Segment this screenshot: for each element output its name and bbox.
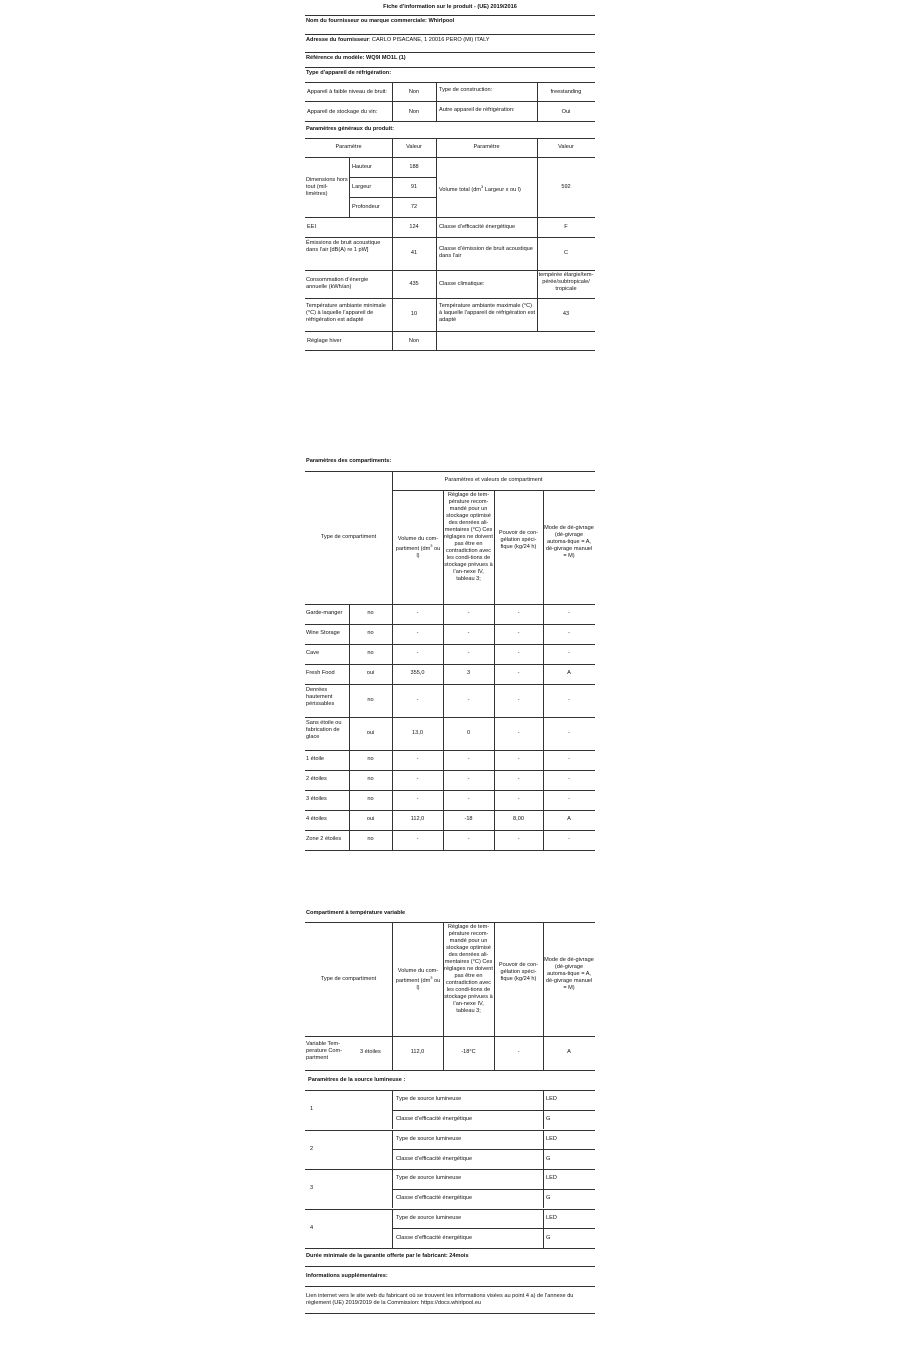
light-class-label: Classe d’efficacité énergétique [396,1155,473,1162]
compartment-freezing: - [517,610,520,616]
compartment-name: Wine Storage [306,630,340,636]
table-row-divider [305,644,595,645]
compartment-present: oui [366,816,375,822]
table-row-divider [305,810,595,811]
energy-class-label: Classe d’efficacité énergétique [439,224,516,230]
compartment-freezing: - [517,756,520,762]
depth-label: Profondeur [352,204,380,210]
table-row-divider [392,1149,595,1150]
noise-class-value: C [563,250,569,256]
table-col-divider [392,1169,393,1208]
dimensions-label: Dimensions hors tout (mil-limètres) [306,177,348,197]
compartment-name: Zone 2 étoiles [306,836,342,842]
table-row-divider [305,1209,595,1210]
compartment-present: no [367,610,374,616]
compartment-name: Garde-manger [306,610,343,616]
energy-class-value: F [564,224,568,230]
annual-consumption-label: Consommation d’énergie annuelle (kWh/an) [306,277,369,290]
compartment-freezing: - [517,696,520,703]
divider [305,67,595,68]
other-appliance-label: Autre appareil de réfrigération: [439,107,515,113]
col-parameter-header: Paramètre [473,144,500,150]
warranty-text: Durée minimale de la garantie offerte par le fabricant: 24mois [306,1253,469,1259]
compartment-volume: - [416,610,419,616]
compartment-freezing: - [517,670,520,676]
compartment-temp: - [467,696,470,703]
supplier-name: Nom du fournisseur ou marque commerciale: Whirlpool [306,18,455,24]
table-row-divider [305,790,595,791]
compartment-temp: -18 [464,816,473,822]
table-row-divider [392,1228,595,1229]
compartment-temp: - [467,630,470,636]
compartment-temp: - [467,796,470,802]
max-temp-label: Température ambiante maximale (°C) à laquelle l’appareil de réfrigération est adapté [439,303,536,323]
compartment-freezing: - [517,796,520,802]
compartment-temp: 3 [466,670,471,676]
compartment-name: 1 étoile [306,756,325,762]
compartment-freezing: 8,00 [513,816,524,822]
table-col-divider [392,1209,393,1248]
compartment-present: no [367,630,374,636]
width-label: Largeur [352,184,372,190]
compartment-type-header: Type de compartiment [320,534,377,540]
variable-row-name: Variable Tem-perature Com-partment [306,1041,343,1061]
light-type-value: LED [546,1214,557,1221]
light-type-label: Type de source lumineuse [396,1214,462,1221]
noise-emission-value: 41 [410,250,418,256]
variable-type-header: Type de compartiment [320,976,377,982]
variable-row-volume: 112,0 [410,1049,425,1055]
compartment-name: 2 étoiles [306,776,327,782]
light-class-value: G [546,1155,551,1162]
compartment-defrost: A [567,816,571,822]
variable-volume-header: Volume du com-partiment ($dm^3$ ou l) [395,968,441,991]
compartment-temp-header: Réglage de tem-pérature recom-mandé pour un stockage optimisé des denrées ali-mentaires (°C) Ces réglages ne doivent pas être en contradiction avec les condi-tions de stockage prévues à l’an-nexe IV, tableau 3; [444,492,493,582]
compartment-defrost: - [568,836,570,842]
compartment-freezing: - [517,776,520,782]
noise-class-label: Classe d’émission de bruit acoustique dans l’air [439,246,533,259]
construction-label: Type de construction: [439,87,493,93]
compartment-name: Sans étoile ou fabrication de glace [306,720,342,740]
variable-freezing-header: Pouvoir de con-gélation spéci-fique (kg/24 h) [498,962,539,982]
compartment-defrost-header: Mode de dé-givrage (dé-givrage automa-tique = A, dé-givrage manuel = M) [544,525,594,559]
height-label: Hauteur [352,164,372,170]
winter-setting-value: Non [408,338,420,344]
col-value-header: Valeur [558,144,574,150]
compartment-params-group-header: Paramètres et valeurs de compartiment [444,477,543,483]
appliance-type-heading: Type d’appareil de réfrigération: [306,70,392,76]
variable-row-defrost: A [567,1049,571,1055]
compartments-heading: Paramètres des compartiments: [306,458,392,464]
table-row-divider [392,1189,595,1190]
compartment-volume: 355,0 [410,670,425,676]
width-value: 91 [410,184,418,190]
total-volume-label: Volume total ($dm^3$ Largeur x ou l) [439,184,521,193]
noise-emission-label: Émissions de bruit acoustique dans l’air [dB(A) re 1 pW] [306,240,381,253]
variable-row-stars: 3 étoiles [360,1049,381,1055]
light-type-value: LED [546,1096,557,1102]
table-row-divider [305,717,595,718]
compartment-name: Cave [306,650,320,656]
document-title: Fiche d’information sur le produit - (UE) 2019/2016 [383,4,517,10]
construction-value: freestanding [550,89,582,95]
compartment-present: no [367,836,374,842]
table-row-divider [305,1090,595,1091]
wine-storage-label: Appareil de stockage du vin: [307,109,378,115]
table-col-divider [543,1090,544,1129]
light-class-label: Classe d’efficacité énergétique [396,1234,473,1241]
compartment-temp: - [467,776,470,782]
table-row-divider [305,1130,595,1131]
table-row-divider [305,664,595,665]
compartment-present: no [367,776,374,782]
min-temp-value: 10 [410,311,418,317]
compartment-volume: - [416,836,419,842]
min-temp-label: Température ambiante minimale (°C) à laquelle l’appareil de réfrigération est adapté [306,303,386,323]
table-col-divider [392,1090,393,1129]
compartment-temp: 0 [466,729,471,736]
divider [305,52,595,53]
compartment-volume: - [416,776,419,782]
light-source-id: 4 [310,1224,314,1231]
compartment-defrost: - [568,776,570,782]
compartment-temp: - [467,756,470,762]
compartment-freezing: - [517,630,520,636]
table-col-divider [392,1130,393,1169]
light-type-value: LED [546,1135,557,1142]
light-source-heading: Paramètres de la source lumineuse : [308,1077,406,1083]
table-row-divider [305,830,595,831]
general-params-heading: Paramètres généraux du produit: [306,126,394,132]
manufacturer-link-text: Lien internet vers le site web du fabricant où se trouvent les informations visées au point 4 a) de l’annexe du règlement (UE) 2019/2019 de la Commission: https://docs.whirlpool.eu [306,1293,574,1306]
climate-class-value: tempérée élargie/tem-pérée/subtropicale/ tropicale [538,272,594,292]
compartment-temp: - [467,610,470,616]
supplier-address [306,37,490,44]
compartment-volume: - [416,630,419,636]
compartment-volume: - [416,696,419,703]
compartment-defrost: - [568,796,570,802]
other-appliance-value: Oui [561,109,571,115]
light-type-value: LED [546,1175,557,1181]
compartment-defrost: - [568,650,570,656]
compartment-temp: - [467,836,470,842]
compartment-name: 4 étoiles [306,816,327,822]
compartment-volume: - [416,650,419,656]
compartment-name: Denrées hautement périssables [306,687,335,707]
compartment-name: 3 étoiles [306,796,327,802]
wine-storage-value: Non [408,109,420,115]
depth-value: 72 [410,204,418,210]
light-type-label: Type de source lumineuse [396,1135,462,1142]
light-type-label: Type de source lumineuse [396,1096,462,1102]
table-col-divider [543,1169,544,1208]
address-value: : CARLO PISACANE, 1 20016 PERO (MI) ITALY [368,37,490,43]
compartment-temp: - [467,650,470,656]
light-source-id: 2 [310,1145,314,1152]
variable-temp-header: Réglage de tem-pérature recom-mandé pour un stockage optimisé des denrées ali-mentaires (°C) Ces réglages ne doivent pas être en contradiction avec les condi-tions de stockage prévues à l’an-nexe IV, tableau 3; [444,924,493,1014]
table-row-divider [305,1169,595,1170]
light-class-label: Classe d’efficacité énergétique [396,1116,473,1122]
compartment-present: no [367,650,374,656]
compartment-defrost: A [567,670,571,676]
table-row-divider [305,850,595,851]
col-value-header: Valeur [406,144,422,150]
divider [305,15,595,16]
table-col-divider [543,1209,544,1248]
variable-row-freezing: - [517,1049,520,1055]
compartment-present: oui [366,729,375,736]
compartment-name: Fresh Food [306,670,335,676]
light-class-value: G [546,1234,551,1241]
compartment-volume: 112,0 [410,816,425,822]
table-row-divider [305,750,595,751]
low-noise-value: Non [408,89,420,95]
table-row-divider [392,1110,595,1111]
divider [305,34,595,35]
compartment-defrost: - [568,630,570,636]
climate-class-label: Classe climatique: [439,281,485,287]
max-temp-value: 43 [562,311,570,317]
compartment-volume: 13,0 [412,729,423,736]
compartment-present: oui [366,670,375,676]
light-source-id: 3 [310,1185,314,1191]
eei-label: EEI [307,224,317,230]
light-class-label: Classe d’efficacité énergétique [396,1195,473,1201]
compartment-defrost: - [568,756,570,762]
eei-value: 124 [409,224,419,230]
annual-consumption-value: 435 [409,281,419,287]
compartment-present: no [367,796,374,802]
additional-info-heading: Informations supplémentaires: [306,1273,388,1279]
light-class-value: G [546,1195,551,1201]
variable-compartment-heading: Compartiment à température variable [306,910,406,916]
compartment-volume-header: Volume du com-partiment ($dm^3$ ou l) [395,536,441,559]
winter-setting-label: Réglage hiver [307,338,342,344]
table-row-divider [305,1248,595,1249]
compartment-freezing: - [517,650,520,656]
light-source-id: 1 [310,1106,314,1112]
compartment-freezing: - [517,836,520,842]
light-class-value: G [546,1116,551,1122]
table-col-divider [543,1130,544,1169]
variable-defrost-header: Mode de dé-givrage (dé-givrage automa-tique = A, dé-givrage manuel = M) [544,957,594,991]
light-type-label: Type de source lumineuse [396,1175,462,1181]
col-parameter-header: Paramètre [335,144,362,150]
address-label: Adresse du fournisseur [306,37,369,43]
compartment-freezing-header: Pouvoir de con-gélation spéci-fique (kg/24 h) [498,530,539,550]
total-volume-value: 592 [561,184,571,190]
model-reference: Référence du modèle: WQ9I MO1L (1) [306,55,406,61]
compartment-defrost: - [568,696,570,703]
table-row-divider [305,684,595,685]
compartment-defrost: - [568,610,570,616]
compartment-volume: - [416,756,419,762]
table-row-divider [305,624,595,625]
low-noise-label: Appareil à faible niveau de bruit: [307,89,387,95]
compartment-present: no [367,696,374,703]
compartment-present: no [367,756,374,762]
height-value: 188 [409,164,419,170]
table-row-divider [305,770,595,771]
variable-row-temp: -18°C [461,1049,476,1055]
compartment-freezing: - [517,729,520,736]
compartment-volume: - [416,796,419,802]
compartment-defrost: - [568,729,570,736]
